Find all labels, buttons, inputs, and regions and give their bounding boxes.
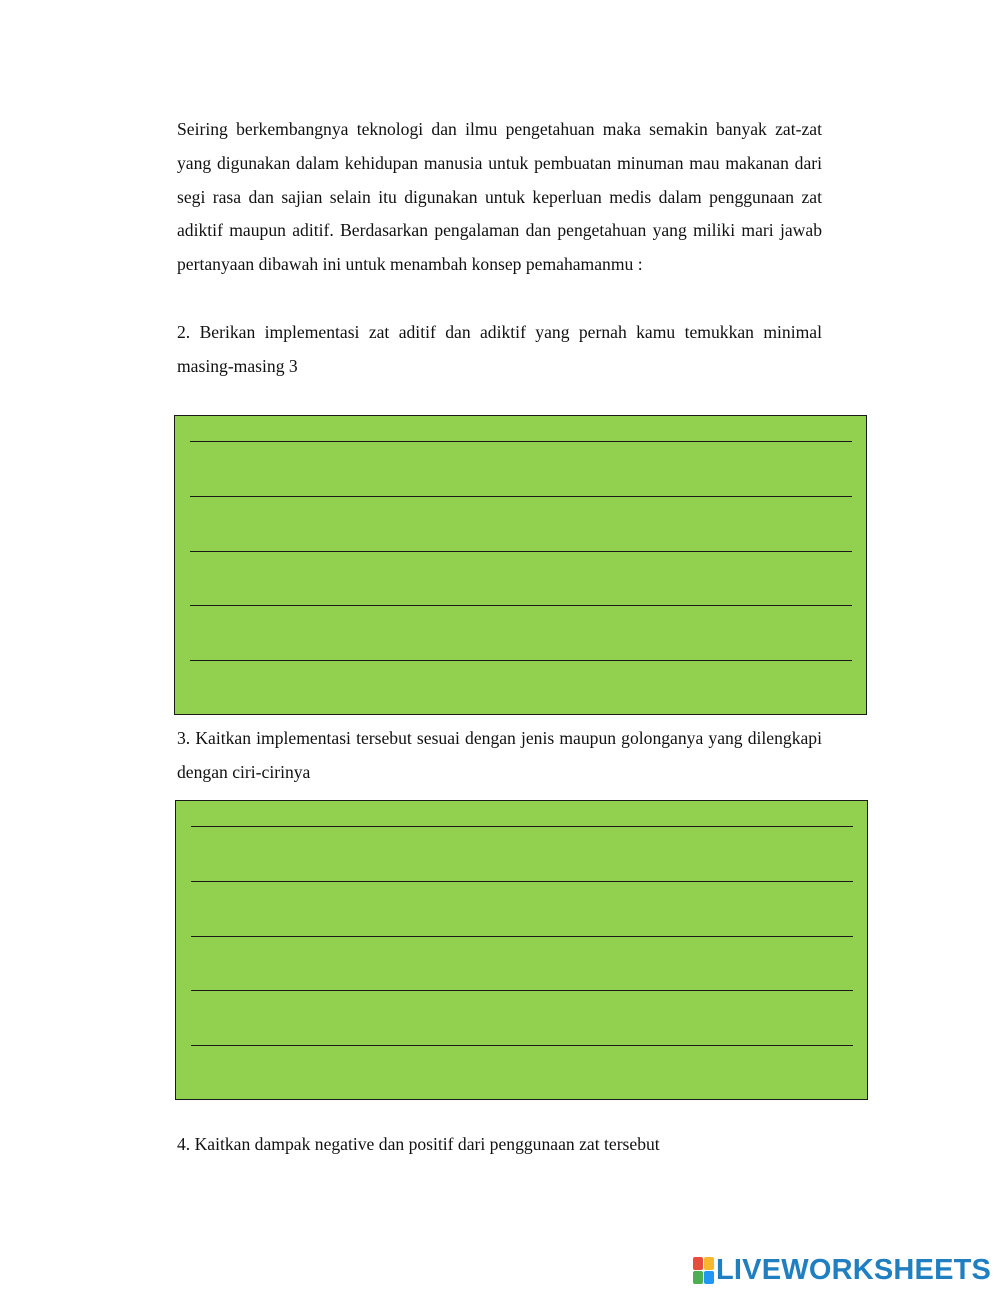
- liveworksheets-logo: [693, 1255, 991, 1285]
- answer-line[interactable]: [191, 881, 853, 882]
- answer-line[interactable]: [191, 990, 853, 991]
- answer-line[interactable]: [191, 1045, 853, 1046]
- answer-line[interactable]: [190, 605, 852, 606]
- intro-paragraph: Seiring berkembangnya teknologi dan ilmu pengetahuan maka semakin banyak zat-zat yang digunakan dalam kehidupan manusia untuk pembuatan minuman mau makanan dari segi rasa dan sajian selain itu digunakan untuk keperluan medis dalam penggunaan zat adiktif maupun aditif. Berdasarkan pengalaman dan pengetahuan yang miliki mari jawab pertanyaan dibawah ini untuk menambah konsep pemahamanmu :: [177, 119, 822, 275]
- answer-line[interactable]: [191, 826, 853, 827]
- live-blocks-icon: [693, 1257, 713, 1283]
- question-3: 3. Kaitkan implementasi tersebut sesuai dengan jenis maupun golonganya yang dilengkapi dengan ciri-cirinya: [177, 728, 822, 782]
- answer-line[interactable]: [190, 441, 852, 442]
- answer-line[interactable]: [190, 660, 852, 661]
- answer-line[interactable]: [190, 496, 852, 497]
- answer-box-question-3[interactable]: [175, 800, 868, 1100]
- question-2: 2. Berikan implementasi zat aditif dan adiktif yang pernah kamu temukkan minimal masing-masing 3: [177, 322, 822, 376]
- logo-text: LIVEWORKSHEETS: [716, 1254, 992, 1286]
- question-4: 4. Kaitkan dampak negative dan positif dari penggunaan zat tersebut: [177, 1134, 660, 1154]
- answer-line[interactable]: [190, 551, 852, 552]
- answer-line[interactable]: [191, 936, 853, 937]
- answer-box-question-2[interactable]: [174, 415, 867, 715]
